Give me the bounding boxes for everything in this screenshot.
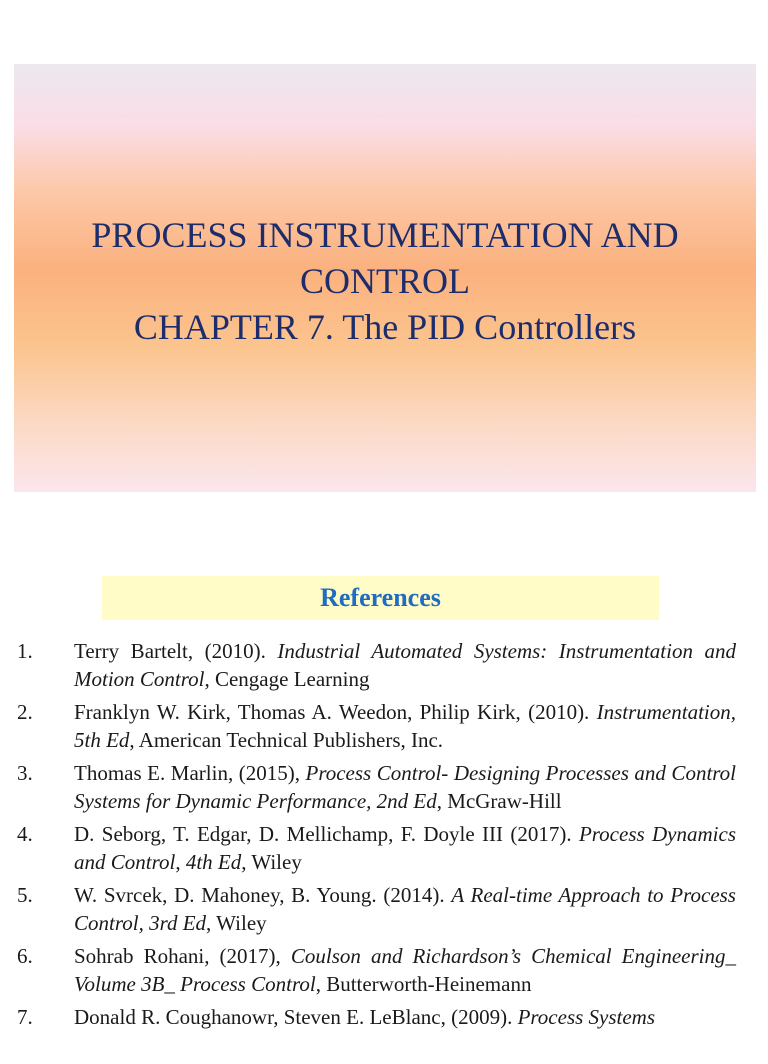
reference-text-part: , — [175, 850, 186, 874]
title-line-2: CONTROL — [300, 261, 470, 301]
references-list — [0, 637, 768, 1064]
reference-title-part: Process Dynamics and Control — [74, 822, 736, 874]
reference-text-part: , Wiley — [241, 850, 302, 874]
reference-number: 7. — [17, 1005, 33, 1029]
reference-title-part: A Real-time Approach to Process Control, 3rd Ed — [74, 883, 736, 935]
reference-item — [0, 881, 768, 942]
reference-title-part: Coulson and Richardson’s Chemical Engineering_ Volume 3B_ Process Control — [74, 944, 736, 996]
reference-item — [0, 942, 768, 1003]
reference-item — [0, 820, 768, 881]
reference-text-part: , Butterworth-Heinemann — [315, 972, 532, 996]
reference-number: 3. — [17, 761, 33, 785]
reference-title-part: Industrial Automated Systems: Instrumentation and Motion Control — [74, 639, 736, 691]
reference-text — [74, 698, 736, 754]
reference-text-part: Donald R. Coughanowr, Steven E. LeBlanc, (2009). — [74, 1005, 518, 1029]
reference-text — [74, 1003, 736, 1031]
reference-item — [0, 1003, 768, 1064]
reference-text-part: Terry Bartelt, (2010). — [74, 639, 278, 663]
reference-text-part: Thomas E. Marlin, (2015), — [74, 761, 306, 785]
reference-number: 2. — [17, 700, 33, 724]
reference-item — [0, 759, 768, 820]
slide-title — [14, 212, 756, 350]
reference-number: 4. — [17, 822, 33, 846]
reference-text — [74, 637, 736, 693]
title-line-3: CHAPTER 7. The PID Controllers — [133, 307, 637, 347]
reference-number: 1. — [17, 639, 33, 663]
reference-text-part: Franklyn W. Kirk, Thomas A. Weedon, Philip Kirk, (2010). — [74, 700, 597, 724]
reference-text — [74, 881, 736, 937]
reference-title-part: Instrumentation, 5th Ed — [74, 700, 736, 752]
reference-text-part: , Wiley — [206, 911, 267, 935]
reference-title-part: Process Systems — [517, 1005, 656, 1029]
title-line-1: PROCESS INSTRUMENTATION AND — [91, 215, 679, 255]
reference-text-part: , Cengage Learning — [204, 667, 370, 691]
reference-text — [74, 759, 736, 815]
reference-number: 6. — [17, 944, 33, 968]
reference-text-part: , McGraw-Hill — [436, 789, 562, 813]
reference-text-part: D. Seborg, T. Edgar, D. Mellichamp, F. Doyle III (2017). — [74, 822, 579, 846]
reference-text — [74, 942, 736, 998]
title-banner — [14, 64, 756, 492]
references-heading-box — [102, 576, 659, 620]
reference-text-part: Sohrab Rohani, (2017), — [74, 944, 291, 968]
references-heading: References — [320, 583, 441, 612]
reference-title-part: Process Control- Designing Processes and Control Systems for Dynamic Performance, 2nd Ed — [74, 761, 737, 813]
reference-text-part: W. Svrcek, D. Mahoney, B. Young. (2014). — [74, 883, 452, 907]
reference-item — [0, 698, 768, 759]
reference-text — [74, 820, 736, 876]
reference-text-part: , American Technical Publishers, Inc. — [129, 728, 444, 752]
reference-item — [0, 637, 768, 698]
reference-title-part: 4th Ed — [185, 850, 242, 874]
reference-number: 5. — [17, 883, 33, 907]
